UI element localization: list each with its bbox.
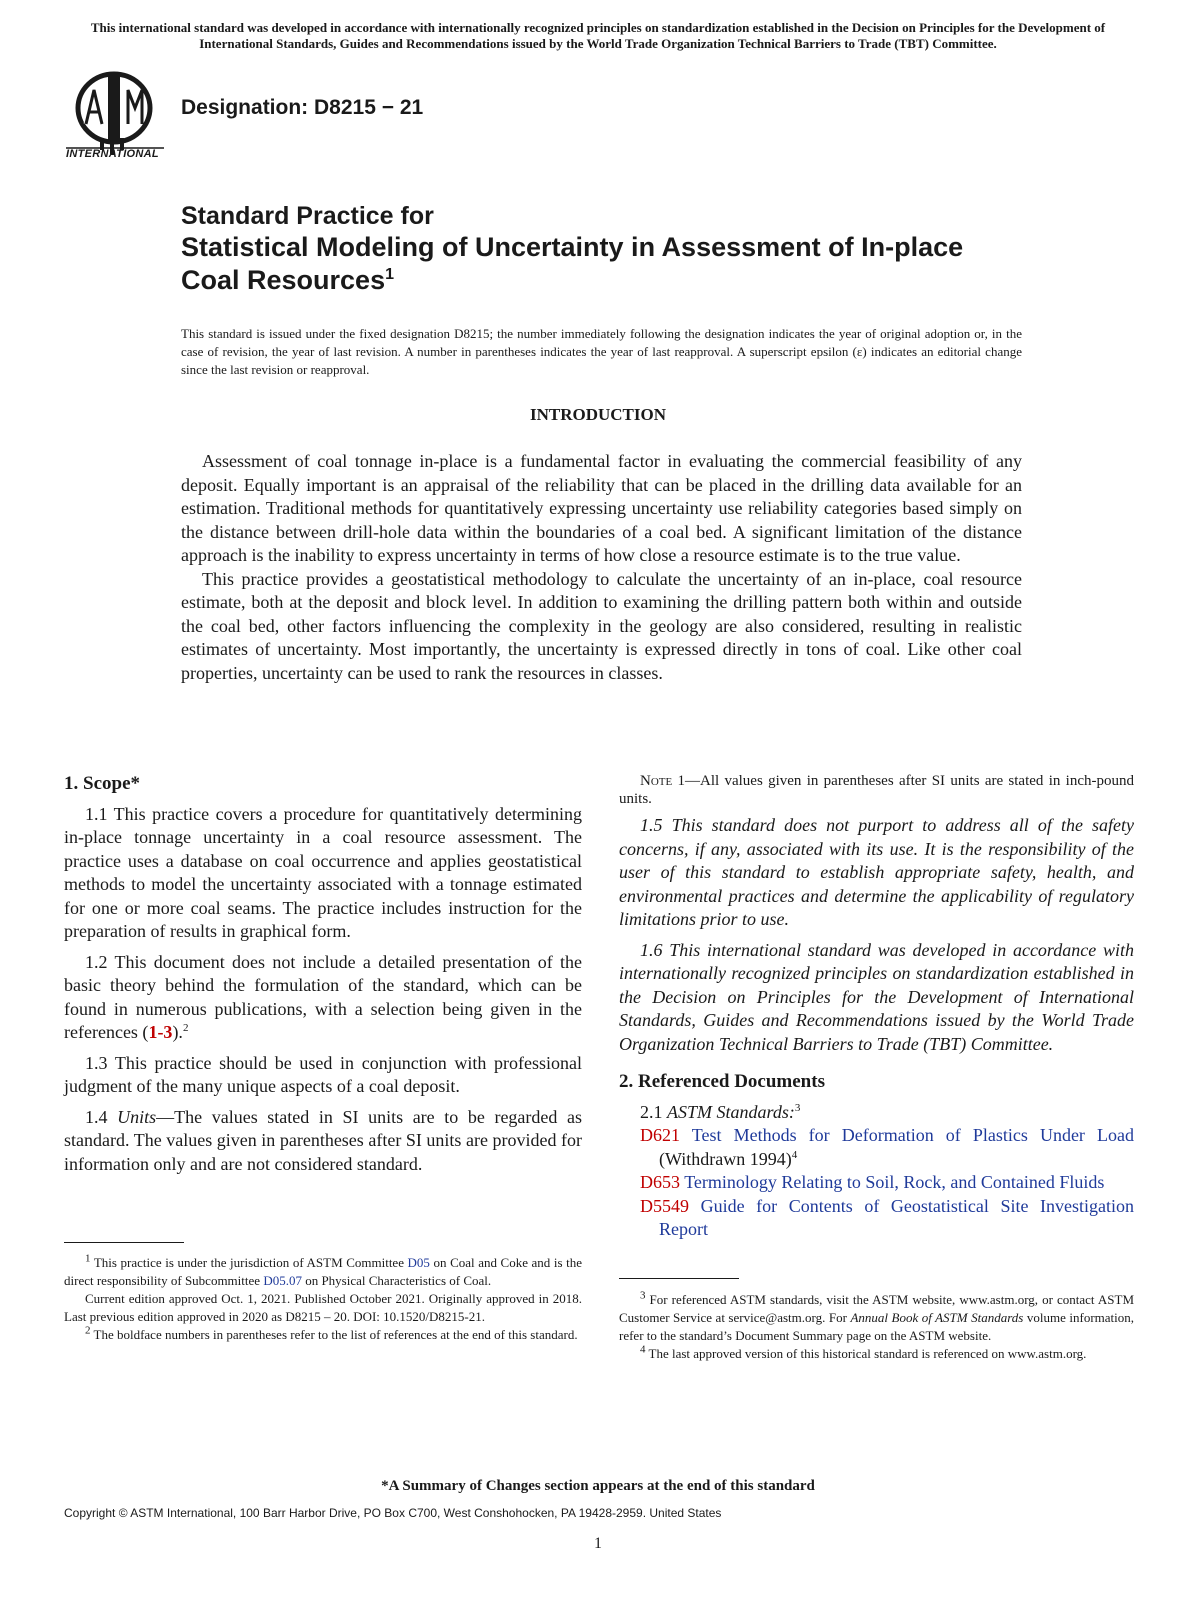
subcommittee-link[interactable]: D05.07 <box>263 1273 302 1288</box>
introduction-heading: INTRODUCTION <box>529 405 667 424</box>
title-line1: Standard Practice for <box>181 202 434 230</box>
paragraph-1-1: 1.1 This practice covers a procedure for quantitatively determining in-place tonnage uncertainty in a coal resource assessment. The practice uses a database on coal occurrence and applies geostatistical methods to model the uncertainty associated with a tonnage estimated for one or more coal seams. The practice includes instruction for the preparation of results in graphical form. <box>64 803 582 941</box>
top-notice: This international standard was developed in accordance with internationally recognized principles on standardization established in the Decision on Principles for the Development of International Standards, Guides and Recommendations issued by the World Trade Organization Technical Barriers to Trade (TBT) Committee. <box>90 20 1106 51</box>
left-column <box>64 772 582 1183</box>
page-number: 1 <box>594 1535 602 1552</box>
logo-subtitle: INTERNATIONAL <box>66 148 159 160</box>
astm-logo <box>64 68 168 166</box>
footnotes-left <box>64 1254 582 1344</box>
footnote-2: $^2$ The boldface numbers in parentheses refer to the list of references at the end of this standard. <box>85 1324 578 1342</box>
paragraph-1-4: 1.4 Units—The values stated in SI units are to be regarded as standard. The values given in parentheses after SI units are provided for information only and are not considered standard. <box>64 1106 582 1174</box>
title-line2 <box>181 231 981 297</box>
reference-item[interactable]: D621 Test Methods for Deformation of Plastics Under Load (Withdrawn 1994)$^4$ <box>640 1125 1134 1169</box>
reference-item[interactable]: D5549 Guide for Contents of Geostatistical Site Investigation Report <box>640 1195 1135 1239</box>
subsection-astm-standards: 2.1 ASTM Standards:$^3$ <box>640 1101 801 1122</box>
introduction-paragraph: Assessment of coal tonnage in-place is a fundamental factor in evaluating the commercial feasibility of any deposit. Equally important is an appraisal of the reliability that can be placed in the drilling data available for an estimation. Traditional methods for quantitatively expressing uncertainty use reliability categories based simply on the distance between drill-hole data within the boundaries of a coal bed. A significant limitation of the distance approach is the inability to express uncertainty in terms of how close a resource estimate is to the true value. <box>181 451 1022 565</box>
issued-note: This standard is issued under the fixed designation D8215; the number immediately following the designation indicates the year of original adoption or, in the case of revision, the year of last revision. A number in parentheses indicates the year of last reapproval. A superscript epsilon (ε) indicates an editorial change since the last revision or reapproval. <box>181 326 1022 377</box>
section-heading-referenced-documents: 2. Referenced Documents <box>619 1071 825 1092</box>
paragraph-1-3: 1.3 This practice should be used in conjunction with professional judgment of the many unique aspects of a coal deposit. <box>64 1052 582 1096</box>
paragraph-1-5: 1.5 This standard does not purport to address all of the safety concerns, if any, associated with its use. It is the responsibility of the user of this standard to establish appropriate safety, health, and environmental practices and determine the applicability of regulatory limitations prior to use. <box>619 815 1134 929</box>
paragraph-1-6: 1.6 This international standard was developed in accordance with internationally recognized principles on standardization established in the Decision on Principles for the Development of International Standards, Guides and Recommendations issued by the World Trade Organization Technical Barriers to Trade (TBT) Committee. <box>619 939 1134 1054</box>
reference-item[interactable]: D653 Terminology Relating to Soil, Rock, and Contained Fluids <box>640 1172 1105 1192</box>
footnote-mark: 2 <box>182 1022 189 1034</box>
title-footnote-mark: 1 <box>385 266 394 283</box>
footnote-4: $^4$ The last approved version of this historical standard is referenced on www.astm.org. <box>640 1343 1087 1361</box>
document-title <box>181 201 981 297</box>
copyright: Copyright © ASTM International, 100 Barr Harbor Drive, PO Box C700, West Conshohocken, PA 19428-2959. United States <box>64 1506 722 1520</box>
right-column <box>619 772 1134 1242</box>
section-heading-scope: 1. Scope* <box>64 773 140 794</box>
summary-of-changes-note: *A Summary of Changes section appears at the end of this standard <box>381 1478 815 1494</box>
footnote-1: $^1$ This practice is under the jurisdiction of ASTM Committee D05 on Coal and Coke and is the direct responsibility of Subcommittee D05.07 on Physical Characteristics of Coal. <box>64 1252 582 1288</box>
footnote-rule-left <box>64 1242 184 1243</box>
committee-link[interactable]: D05 <box>407 1255 430 1270</box>
footnote-edition: Current edition approved Oct. 1, 2021. Published October 2021. Originally approved in 2018. Last previous edition approved in 2020 as D8215 – 20. DOI: 10.1520/D8215-21. <box>64 1291 582 1324</box>
note-1: Note 1—All values given in parentheses after SI units are stated in inch-pound units. <box>619 773 1134 807</box>
footnotes-right <box>619 1291 1134 1363</box>
reference-link[interactable]: 1-3 <box>148 1022 173 1042</box>
footnote-3: $^3$ For referenced ASTM standards, visit the ASTM website, www.astm.org, or contact ASTM Customer Service at service@astm.org. For Annual Book of ASTM Standards volume information, refer to the standard’s Document Summary page on the ASTM website. <box>619 1289 1135 1343</box>
designation: Designation: D8215 − 21 <box>181 96 424 119</box>
introduction-paragraph: This practice provides a geostatistical methodology to calculate the uncertainty of an in-place, coal resource estimate, both at the deposit and block level. In addition to examining the drilling pattern both within and outside the coal bed, other factors influencing the complexity in the geology are also considered, resulting in realistic estimates of uncertainty. Most importantly, the uncertainty is expressed directly in tons of coal. Like other coal properties, uncertainty can be used to rank the resources in classes. <box>181 568 1022 683</box>
paragraph-1-2: 1.2 This document does not include a detailed presentation of the basic theory behind the formulation of the standard, which can be found in numerous publications, with a selection being given in the references (1-3).$^2$ <box>64 951 582 1042</box>
title-line2-text: Statistical Modeling of Uncertainty in Assessment of In-place Coal Resources <box>181 232 964 295</box>
introduction-body <box>181 450 1022 685</box>
footnote-rule-right <box>619 1278 739 1279</box>
